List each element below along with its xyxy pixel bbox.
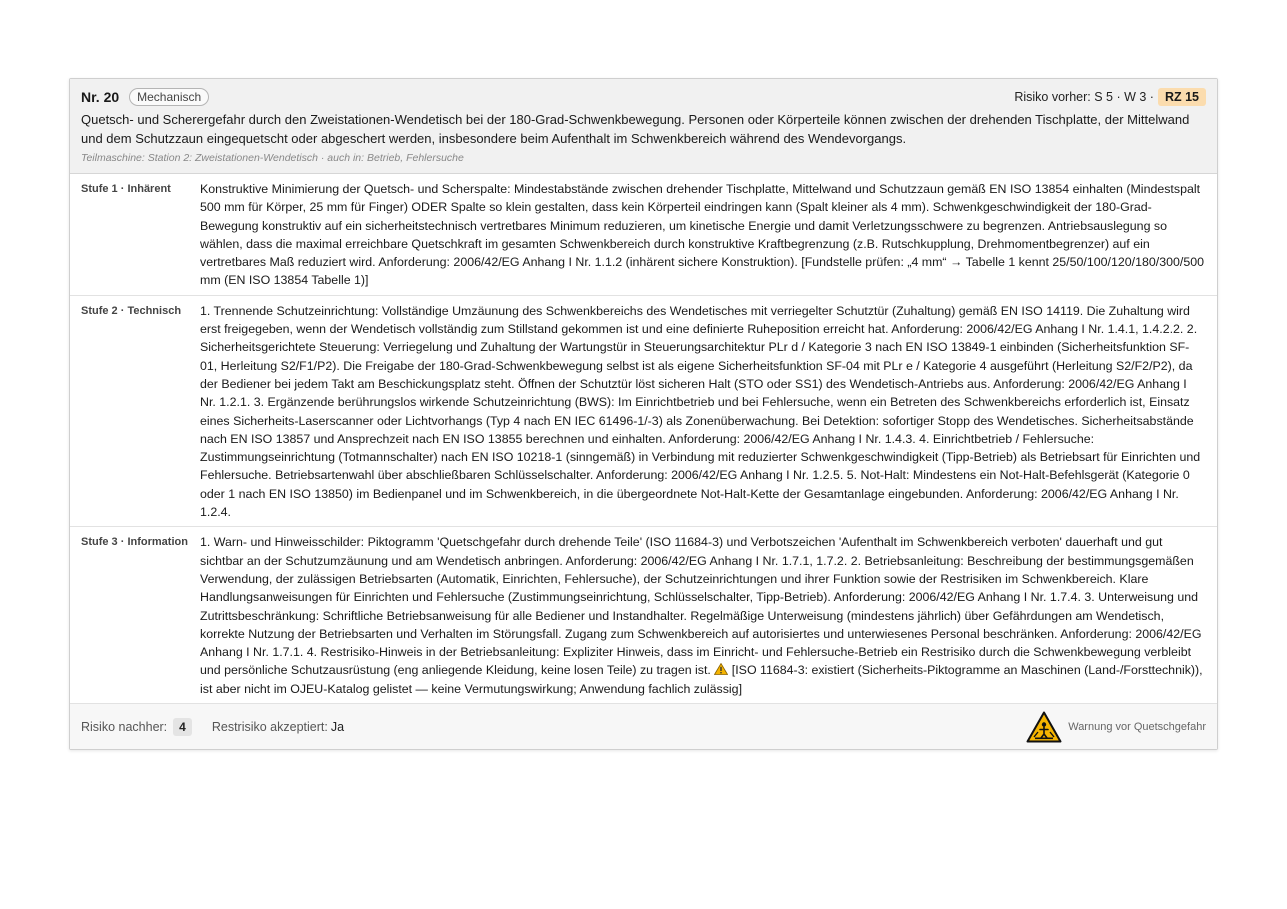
stage-label: Stufe 3 · Information bbox=[81, 536, 188, 549]
crush-hazard-sign-icon bbox=[1026, 711, 1062, 743]
risk-after-badge: 4 bbox=[173, 718, 192, 736]
hazard-subline: Teilmaschine: Station 2: Zweistationen-Wendetisch · auch in: Betrieb, Fehlersuche bbox=[81, 152, 464, 164]
risk-before-label: Risiko vorher: S 5 · W 3 · bbox=[1014, 90, 1154, 104]
sign-label: Warnung vor Quetschgefahr bbox=[1068, 720, 1206, 733]
stage-label: Stufe 1 · Inhärent bbox=[81, 183, 171, 195]
category-badge: Mechanisch bbox=[129, 88, 209, 106]
hazard-card bbox=[69, 78, 1218, 750]
stage-row-inherent bbox=[70, 174, 1217, 296]
stage-row-information bbox=[70, 527, 1217, 704]
residual-risk-label: Restrisiko akzeptiert: bbox=[211, 719, 328, 734]
residual-risk-value: Ja bbox=[330, 719, 345, 734]
hazard-number: Nr. 20 bbox=[81, 89, 120, 105]
warning-icon bbox=[714, 663, 728, 675]
hazard-footer bbox=[70, 704, 1217, 749]
risk-score-badge: RZ 15 bbox=[1158, 88, 1206, 106]
stage-label: Stufe 2 · Technisch bbox=[81, 304, 182, 317]
stage-note: [ISO 11684-3: existiert (Sicherheits-Piktogramme an Maschinen (Land-/Forsttechnik)), ist aber nicht im OJEU-Katalog gelistet — keine Vermutungswirkung; Anwendung fachlich zulässig] bbox=[200, 663, 1203, 696]
stage-text: Konstruktive Minimierung der Quetsch- und Scherspalte: Mindestabstände zwischen drehender Tischplatte, Mittelwand und Schutzzaun gemäß EN ISO 13854 einhalten (Mindestspalt 500 mm für Körper, 25 mm für Finger) ODER Spalte so klein gestalten, dass kein Körperteil eindringen kann (Spalt kleiner als 4 mm). Schwenkgeschwindigkeit der 180-Grad-Bewegung konstruktiv auf ein sicherheitstechnisch vertretbares Minimum reduzieren, um kinetische Energie und damit Verletzungsschwere zu begrenzen. Antriebsauslegung so wählen, dass die maximal erreichbare Quetschkraft im gesamten Schwenkbereich durch konstruktive Kraftbegrenzung (z.B. Rutschkupplung, Drehmomentbegrenzer) auf ein vertretbares Maß reduziert wird. Anforderung: 2006/42/EG Anhang I Nr. 1.1.2 (inhärent sichere Konstruktion). [Fundstelle prüfen: „4 mm“ → Tabelle 1 kennt 25/50/100/120/180/300/500 mm (EN ISO 13854 Tabelle 1)] bbox=[200, 182, 1204, 288]
stage-text: 1. Trennende Schutzeinrichtung: Vollständige Umzäunung des Schwenkbereichs des Wendetisches mit verriegelter Schutztür (Zuhaltung) gemäß EN ISO 14119. Die Zuhaltung wird erst freigegeben, wenn der Wendetisch vollständig zum Stillstand gekommen ist und eine definierte Ruheposition erreicht hat. Anforderung: 2006/42/EG Anhang I Nr. 1.4.1, 1.4.2.2. 2. Sicherheitsgerichtete Steuerung: Verriegelung und Zuhaltung der Wartungstür in Steuerungsarchitektur PLr d / Kategorie 3 nach EN ISO 13849-1 einbinden (Sicherheitsfunktion SF-01, Herleitung S2/F1/P2). Die Freigabe der 180-Grad-Schwenkbewegung selbst ist als eigene Sicherheitsfunktion SF-04 mit PLr e / Kategorie 4 ausgeführt (Herleitung S2/F2/P2), da der Bediener bei jedem Takt am Beschickungsplatz steht. Öffnen der Schutztür löst sicheren Halt (STO oder SS1) des Wendetisch-Antriebs aus. Anforderung: 2006/42/EG Anhang I Nr. 1.2.1. 3. Ergänzende berührungslos wirkende Schutzeinrichtung (BWS): Im Einrichtbetrieb und bei Fehlersuche, wenn ein Betreten des Schwenkbereichs erforderlich ist, Einsatz eines Sicherheits-Laserscanner oder Lichtvorhangs (Typ 4 nach EN IEC 61496-1/-3) als Zonenüberwachung. Bei Detektion: sofortiger Stopp des Wendetisches. Sicherheitsabstände nach EN ISO 13857 und Ansprechzeit nach EN ISO 13855 berechnen und einhalten. Anforderung: 2006/42/EG Anhang I Nr. 1.4.3. 4. Einrichtbetrieb / Fehlersuche: Zustimmungseinrichtung (Totmannschalter) nach EN ISO 10218-1 (sinngemäß) in Verbindung mit reduzierter Schwenkgeschwindigkeit (Tipp-Betrieb) als Betriebsart für Einrichten und Fehlersuche. Betriebsartenwahl über abschließbaren Schlüsselschalter. Anforderung: 2006/42/EG Anhang I Nr. 1.2.5. 5. Not-Halt: Mindestens ein Not-Halt-Befehlsgerät (Kategorie 0 oder 1 nach EN ISO 13850) im Bedienpanel und im Schwenkbereich, in die übergeordnete Not-Halt-Kette der Gesamtanlage eingebunden. Anforderung: 2006/42/EG Anhang I Nr. 1.2.4. bbox=[200, 303, 1201, 520]
risk-after-label: Risiko nachher: bbox=[81, 719, 168, 734]
risk-before bbox=[1014, 88, 1206, 106]
stage-text-container bbox=[200, 533, 1206, 698]
stage-row-technical bbox=[70, 296, 1217, 528]
hazard-header bbox=[70, 79, 1217, 174]
hazard-description: Quetsch- und Scherergefahr durch den Zweistationen-Wendetisch bei der 180-Grad-Schwenkbewegung. Personen oder Körperteile können zwischen der drehenden Tischplatte, der Mittelwand und dem Schutzzaun eingequetscht oder abgeschert werden, insbesondere beim Aufenthalt im Schwenkbereich während des Wendevorgangs. bbox=[81, 112, 1190, 146]
stage-text: 1. Warn- und Hinweisschilder: Piktogramm 'Quetschgefahr durch drehende Teile' (ISO 11684-3) und Verbotszeichen 'Aufenthalt im Schwenkbereich verboten' dauerhaft und gut sichtbar an der Schutzumzäunung und am Wendetisch anbringen. Anforderung: 2006/42/EG Anhang I Nr. 1.7.1, 1.7.2. 2. Betriebsanleitung: Beschreibung der bestimmungsgemäßen Verwendung, der zulässigen Betriebsarten (Automatik, Einrichten, Fehlersuche), der Schutzeinrichtungen und ihrer Funktion sowie der Restrisiken im Schwenkbereich. Klare Handlungsanweisungen für Einrichten und Fehlersuche (Zustimmungseinrichtung, Schlüsselschalter, Tipp-Betrieb). Anforderung: 2006/42/EG Anhang I Nr. 1.7.4. 3. Unterweisung und Zutrittsbeschränkung: Schriftliche Betriebsanweisung für alle Bediener und Instandhalter. Regelmäßige Unterweisung (mindestens jährlich) über Gefährdungen am Wendetisch, korrekte Nutzung der Betriebsarten und Verhalten im Störungsfall. Zugang zum Schwenkbereich auf autorisiertes und unterwiesenes Personal beschränken. Anforderung: 2006/42/EG Anhang I Nr. 1.7.1. 4. Restrisiko-Hinweis in der Betriebsanleitung: Expliziter Hinweis, dass im Einricht- und Fehlersuche-Betrieb ein Restrisiko durch die Schwenkbewegung verbleibt und persönliche Schutzausrüstung (eng anliegende Kleidung, keine losen Teile) zu tragen ist. bbox=[200, 535, 1202, 678]
